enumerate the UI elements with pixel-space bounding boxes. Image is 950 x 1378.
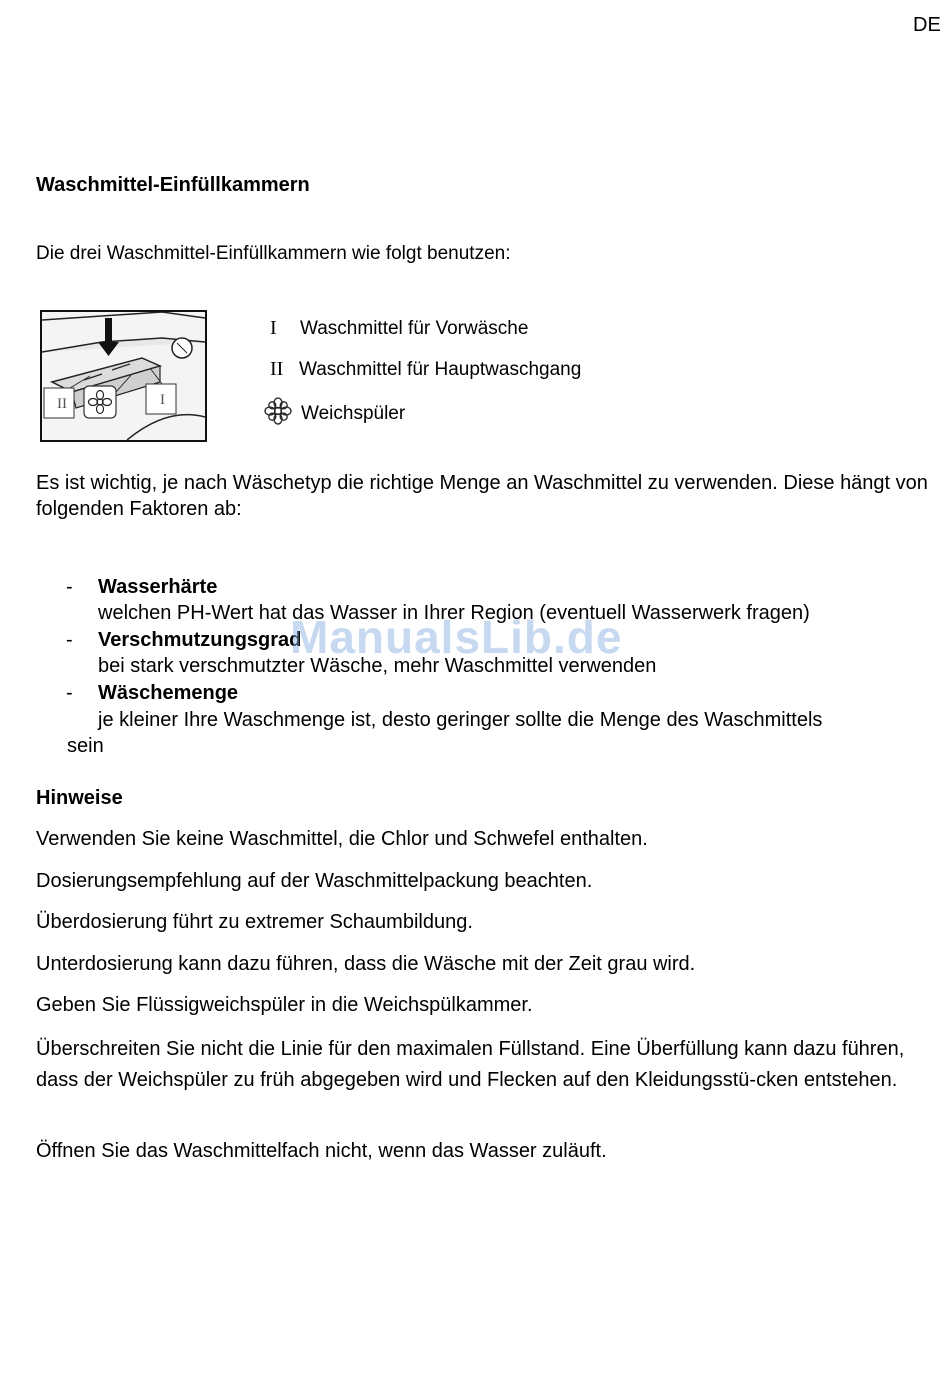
intro-text: Die drei Waschmittel-Einfüllkammern wie folgt benutzen: <box>36 243 511 264</box>
list-dash: - <box>66 576 73 598</box>
watermark: ManualsLib.de <box>290 611 623 663</box>
factor-title-load: Wäschemenge <box>98 682 239 704</box>
legend-item-prewash <box>270 317 528 340</box>
dosage-paragraph: Es ist wichtig, je nach Wäschetyp die richtige Menge an Waschmittel zu verwenden. Diese hängt von folgenden Faktoren ab: <box>36 472 928 520</box>
detergent-drawer-drawing <box>42 312 205 440</box>
list-dash: - <box>66 682 73 704</box>
note-item: Unterdosierung kann dazu führen, dass die Wäsche mit der Zeit grau wird. <box>36 953 696 975</box>
factor-desc: bei stark verschmutzter Wäsche, mehr Waschmittel verwenden <box>98 655 657 677</box>
legend-item-mainwash <box>270 358 581 381</box>
detergent-drawer-illustration <box>40 310 207 442</box>
factor-desc-continued: sein <box>67 735 104 757</box>
legend-item-softener <box>264 397 405 431</box>
note-item: Überschreiten Sie nicht die Linie für den maximalen Füllstand. Eine Überfüllung kann dazu führen, dass der Weichspüler zu früh abgegeben wird und Flecken auf den Kleidungsstü-cken entstehen. <box>36 1038 905 1091</box>
note-item: Öffnen Sie das Waschmittelfach nicht, wenn das Wasser zuläuft. <box>36 1140 607 1162</box>
notes-title: Hinweise <box>36 787 123 809</box>
legend-text: Weichspüler <box>301 403 406 424</box>
note-item: Geben Sie Flüssigweichspüler in die Weichspülkammer. <box>36 994 533 1016</box>
legend-text: Waschmittel für Vorwäsche <box>300 318 529 339</box>
section-title: Waschmittel-Einfüllkammern <box>36 174 310 196</box>
note-item: Überdosierung führt zu extremer Schaumbildung. <box>36 911 473 933</box>
list-dash: - <box>66 629 73 651</box>
factor-title-water-hardness: Wasserhärte <box>98 576 218 598</box>
note-item: Dosierungsempfehlung auf der Waschmittelpackung beachten. <box>36 870 593 892</box>
factor-desc: welchen PH-Wert hat das Wasser in Ihrer Region (eventuell Wasserwerk fragen) <box>98 602 810 624</box>
legend-symbol-ii: II <box>270 358 284 380</box>
factor-title-soiling: Verschmutzungsgrad <box>98 629 302 651</box>
figure-label-i: I <box>160 392 165 408</box>
legend-symbol-i: I <box>270 317 277 339</box>
figure-label-ii: II <box>57 396 67 412</box>
factor-desc: je kleiner Ihre Waschmenge ist, desto geringer sollte die Menge des Waschmittels <box>98 709 823 731</box>
legend-text: Waschmittel für Hauptwaschgang <box>299 359 582 380</box>
flower-icon <box>264 397 301 431</box>
language-code: DE <box>913 14 941 36</box>
note-item: Verwenden Sie keine Waschmittel, die Chlor und Schwefel enthalten. <box>36 828 648 850</box>
